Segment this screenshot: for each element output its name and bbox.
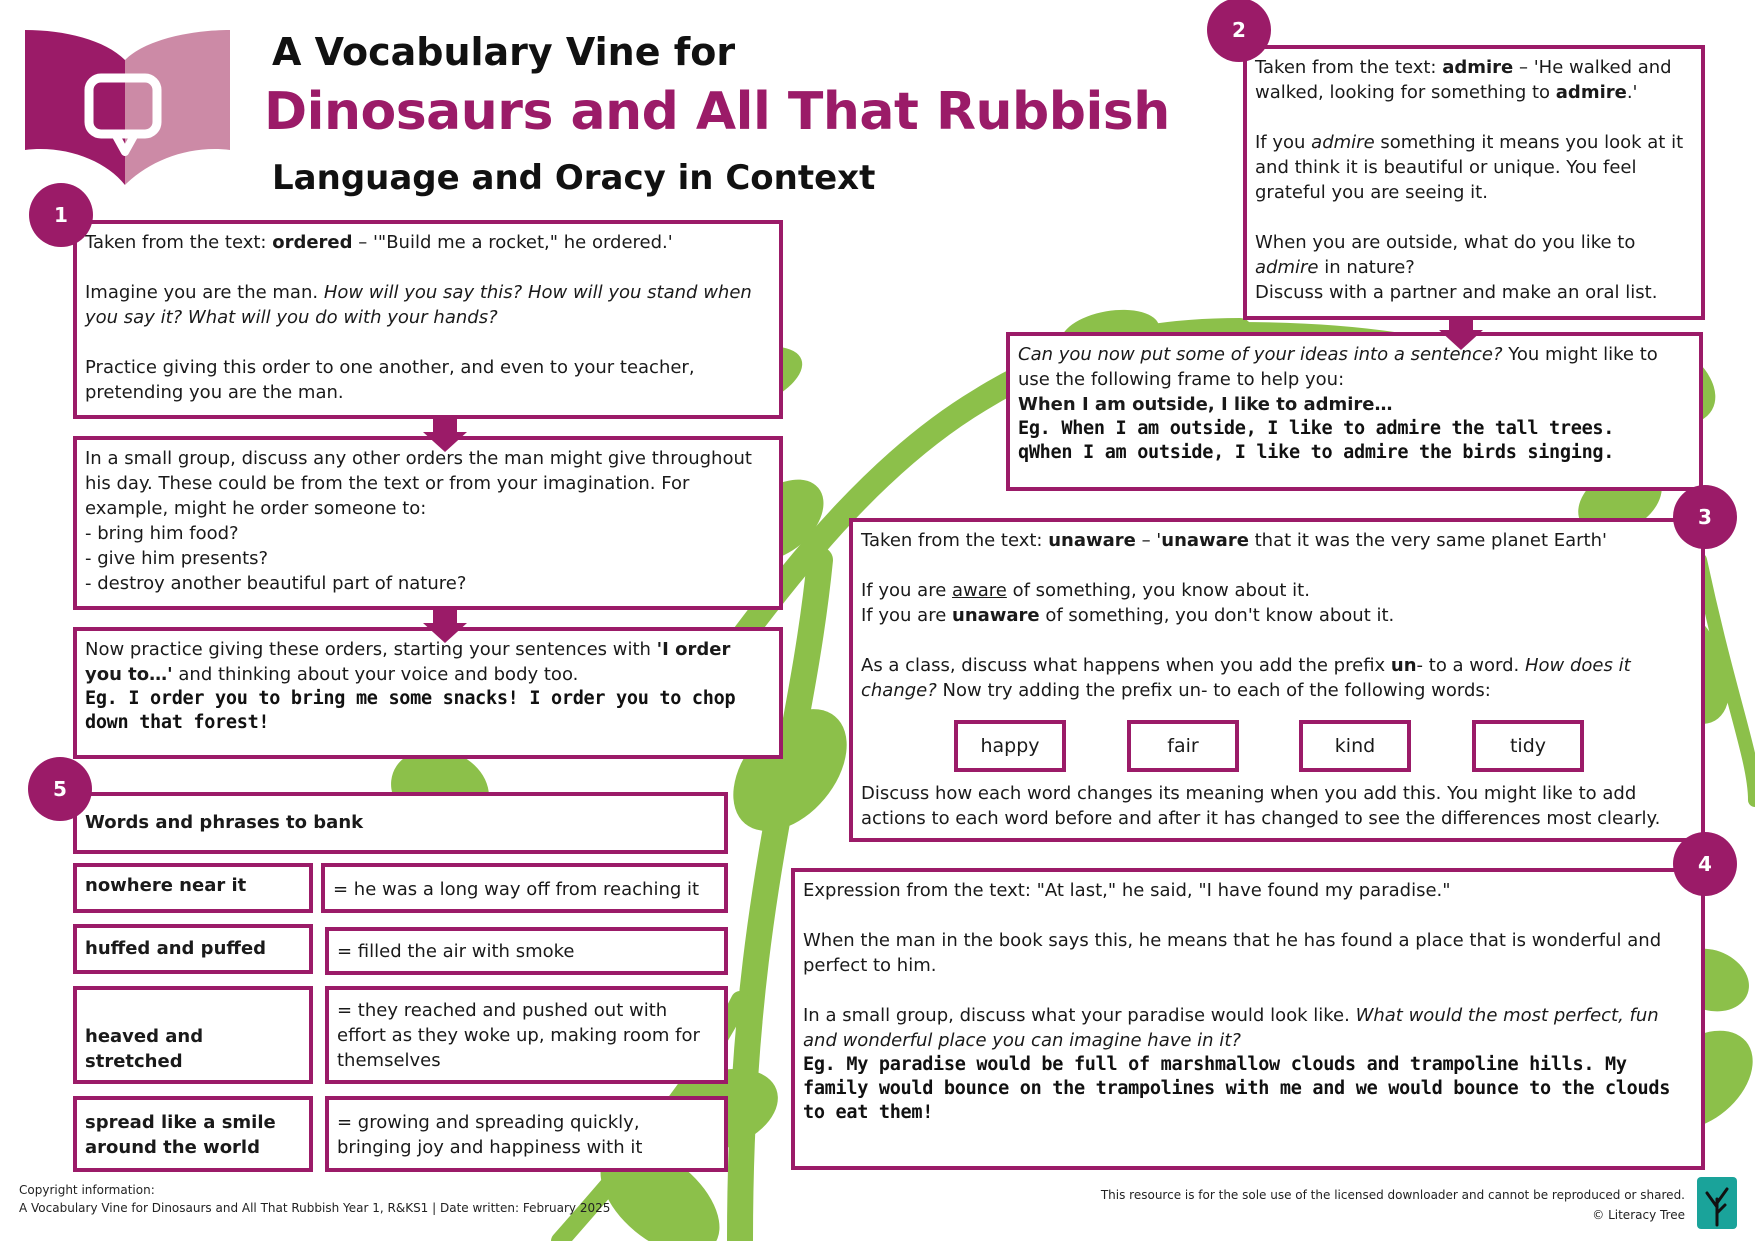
vocab-word: ordered [272, 232, 353, 253]
bank-term: heaved and stretched [73, 986, 313, 1084]
bank-term: spread like a smile around the world [73, 1096, 313, 1172]
section-1-box-3: Now practice giving these orders, starting your sentences with 'I order you to…' and thinking about your voice and body too. Eg. I order you to bring me some snacks! I order you to chop down that forest! [73, 627, 783, 759]
arrow-down-icon [423, 623, 467, 643]
bank-meaning: = filled the air with smoke [325, 927, 728, 975]
bank-term: nowhere near it [73, 863, 313, 913]
prefix-word-box: happy [954, 720, 1066, 772]
tree-icon [1697, 1177, 1737, 1229]
list-item: - destroy another beautiful part of nature? [85, 573, 467, 594]
section-number-1: 1 [29, 183, 93, 247]
owner-credit: © Literacy Tree [1592, 1208, 1685, 1222]
section-number-2: 2 [1207, 0, 1271, 62]
handwritten-example: Eg. My paradise would be full of marshmallow clouds and trampoline hills. My family would bounce on the trampolines with me and we would bounce to the clouds to eat them! [803, 1054, 1671, 1123]
section-2-box-2: Can you now put some of your ideas into a sentence? You might like to use the following frame to help you: When I am outside, I like to admire… Eg. When I am outside, I like to admire the tall trees. qWhen I am outside, I like to admire the birds singing. [1006, 332, 1703, 491]
page-title: Dinosaurs and All That Rubbish [264, 82, 1170, 142]
handwritten-example: Eg. When I am outside, I like to admire the tall trees. [1018, 418, 1615, 439]
list-item: - give him presents? [85, 548, 269, 569]
section-number-5: 5 [28, 757, 92, 821]
word-bank-heading: Words and phrases to bank [73, 792, 728, 854]
handwritten-example: Eg. I order you to bring me some snacks! I order you to chop down that forest! [85, 688, 736, 733]
section-number-4: 4 [1673, 832, 1737, 896]
prefix-word-box: tidy [1472, 720, 1584, 772]
list-item: - bring him food? [85, 523, 239, 544]
book-speech-bubble-icon [25, 30, 230, 190]
sentence-frame: When I am outside, I like to admire… [1018, 394, 1393, 415]
section-1-box-2: In a small group, discuss any other orders the man might give throughout his day. These could be from the text or from your imagination. For example, might he order someone to: - bring him food? - give him presents? - destroy another beautiful part of nature? [73, 436, 783, 610]
section-3-box: Taken from the text: unaware – 'unaware that it was the very same planet Earth' If you are aware of something, you know about it. If you are unaware of something, you don't know about it. As a class, discuss what happens when you add the prefix un- to a word. How does it change? Now try adding the prefix un- to each of the following words: Discuss how each word changes its meaning when you add this. You might like to add actions to each word before and after it has changed to see the differences most clearly. [849, 518, 1705, 842]
handwritten-example: qWhen I am outside, I like to admire the birds singing. [1018, 442, 1615, 463]
copyright-label: Copyright information: [19, 1183, 155, 1197]
bank-term: huffed and puffed [73, 924, 313, 974]
copyright-text: A Vocabulary Vine for Dinosaurs and All That Rubbish Year 1, R&KS1 | Date written: February 2025 [19, 1201, 611, 1215]
bank-meaning: = he was a long way off from reaching it [321, 863, 728, 913]
prefix-word-box: kind [1299, 720, 1411, 772]
section-4-box: Expression from the text: "At last," he said, "I have found my paradise." When the man in the book says this, he means that he has found a place that is wonderful and perfect to him. In a small group, discuss what your paradise would look like. What would the most perfect, fun and wonderful place you can imagine have in it? Eg. My paradise would be full of marshmallow clouds and trampoline hills. My family would bounce on the trampolines with me and we would bounce to the clouds to eat them! [791, 868, 1705, 1170]
bank-meaning: = growing and spreading quickly, bringing joy and happiness with it [325, 1096, 728, 1172]
arrow-down-icon [1439, 330, 1483, 350]
subtitle: Language and Oracy in Context [272, 158, 876, 198]
section-number-3: 3 [1673, 485, 1737, 549]
prefix-word-box: fair [1127, 720, 1239, 772]
license-notice: This resource is for the sole use of the licensed downloader and cannot be reproduced or shared. [1100, 1188, 1685, 1202]
section-2-box-1: Taken from the text: admire – 'He walked and walked, looking for something to admire.' If you admire something it means you look at it and think it is beautiful or unique. You feel grateful you are seeing it. When you are outside, what do you like to admire in nature? Discuss with a partner and make an oral list. [1243, 45, 1705, 320]
bank-meaning: = they reached and pushed out with effort as they woke up, making room for themselves [325, 986, 728, 1084]
title-line-1: A Vocabulary Vine for [272, 30, 736, 74]
arrow-down-icon [423, 432, 467, 452]
section-1-box-1: Taken from the text: ordered – '"Build me a rocket," he ordered.' Imagine you are the man. How will you say this? How will you stand when you say it? What will you do with your hands? Practice giving this order to one another, and even to your teacher, pretending you are the man. [73, 220, 783, 419]
